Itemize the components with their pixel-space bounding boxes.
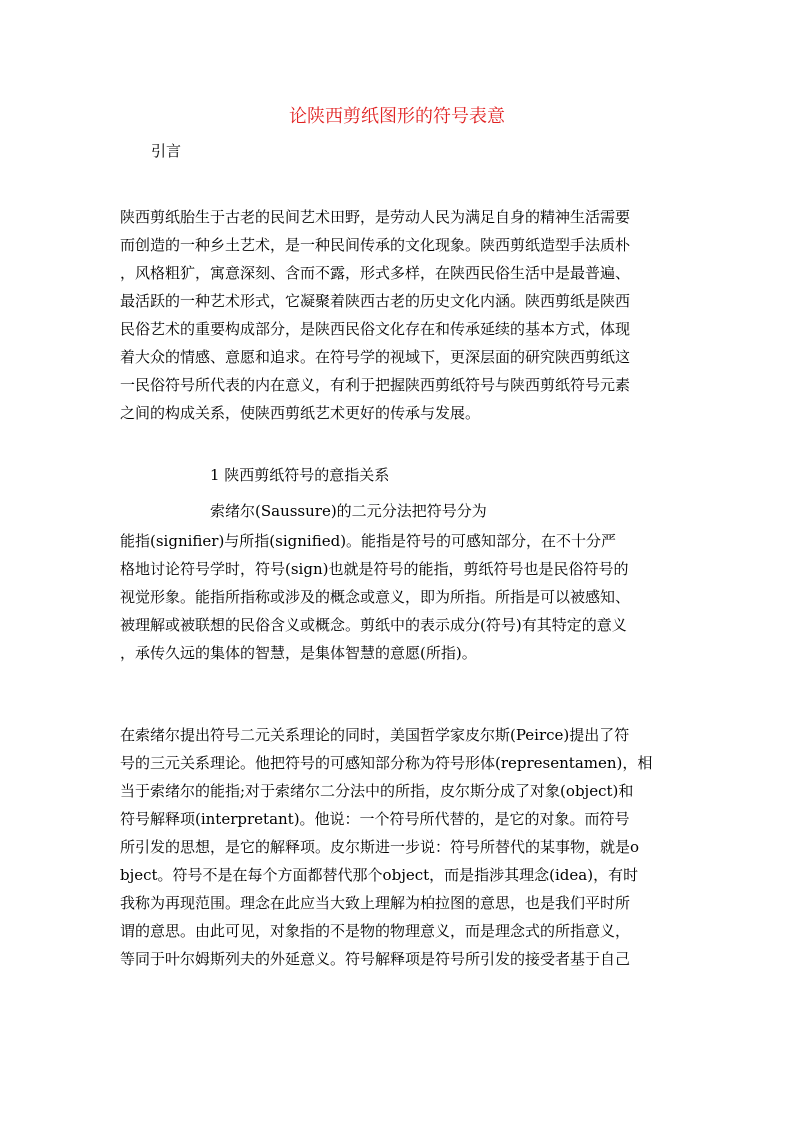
paragraph-line: 符号解释项(interpretant)。他说：一个符号所代替的，是它的对象。而符号 bbox=[120, 810, 630, 828]
paragraph-line: 我称为再现范围。理念在此应当大致上理解为柏拉图的意思，也是我们平时所 bbox=[120, 894, 631, 912]
paragraph-line: 号的三元关系理论。他把符号的可感知部分称为符号形体(representamen)，相 bbox=[120, 754, 653, 772]
paragraph-line: 等同于叶尔姆斯列夫的外延意义。符号解释项是符号所引发的接受者基于自己 bbox=[120, 950, 631, 968]
paragraph-2-first-line: 索绪尔(Saussure)的二元分法把符号分为 bbox=[210, 502, 487, 520]
section-heading: 1 陕西剪纸符号的意指关系 bbox=[210, 466, 390, 484]
paragraph-2 bbox=[120, 527, 680, 667]
paragraph-line: ，承传久远的集体的智慧，是集体智慧的意愿(所指)。 bbox=[120, 644, 477, 662]
paragraph-line: bject。符号不是在每个方面都替代那个object，而是指涉其理念(idea)，有时 bbox=[120, 866, 639, 884]
page-title: 论陕西剪纸图形的符号表意 bbox=[289, 106, 505, 127]
paragraph-line: 所引发的思想，是它的解释项。皮尔斯进一步说：符号所替代的某事物，就是o bbox=[120, 838, 640, 856]
paragraph-line: 最活跃的一种艺术形式，它凝聚着陕西古老的历史文化内涵。陕西剪纸是陕西 bbox=[120, 292, 631, 310]
intro-heading: 引言 bbox=[151, 142, 182, 160]
paragraph-line: 在索绪尔提出符号二元关系理论的同时，美国哲学家皮尔斯(Peirce)提出了符 bbox=[120, 726, 630, 744]
paragraph-line: 当于索绪尔的能指;对于索绪尔二分法中的所指，皮尔斯分成了对象(object)和 bbox=[120, 782, 634, 800]
paragraph-line: 陕西剪纸胎生于古老的民间艺术田野，是劳动人民为满足自身的精神生活需要 bbox=[120, 208, 631, 226]
paragraph-1 bbox=[120, 203, 680, 427]
paragraph-line: 谓的意思。由此可见，对象指的不是物的物理意义，而是理念式的所指意义， bbox=[120, 922, 631, 940]
paragraph-line: 着大众的情感、意愿和追求。在符号学的视域下，更深层面的研究陕西剪纸这 bbox=[120, 348, 631, 366]
paragraph-line: 视觉形象。能指所指称或涉及的概念或意义，即为所指。所指是可以被感知、 bbox=[120, 588, 631, 606]
paragraph-line: 之间的构成关系，使陕西剪纸艺术更好的传承与发展。 bbox=[120, 404, 481, 422]
paragraph-line: ，风格粗犷，寓意深刻、含而不露，形式多样，在陕西民俗生活中是最普遍、 bbox=[120, 264, 631, 282]
paragraph-line: 被理解或被联想的民俗含义或概念。剪纸中的表示成分(符号)有其特定的意义 bbox=[120, 616, 627, 634]
paragraph-line: 格地讨论符号学时，符号(sign)也就是符号的能指，剪纸符号也是民俗符号的 bbox=[120, 560, 629, 578]
paragraph-line: 而创造的一种乡土艺术，是一种民间传承的文化现象。陕西剪纸造型手法质朴 bbox=[120, 236, 631, 254]
paragraph-line: 民俗艺术的重要构成部分，是陕西民俗文化存在和传承延续的基本方式，体现 bbox=[120, 320, 631, 338]
paragraph-3 bbox=[120, 721, 680, 973]
paragraph-line: 能指(signifier)与所指(signified)。能指是符号的可感知部分，在不十分严 bbox=[120, 532, 617, 550]
paragraph-line: 一民俗符号所代表的内在意义，有利于把握陕西剪纸符号与陕西剪纸符号元素 bbox=[120, 376, 631, 394]
